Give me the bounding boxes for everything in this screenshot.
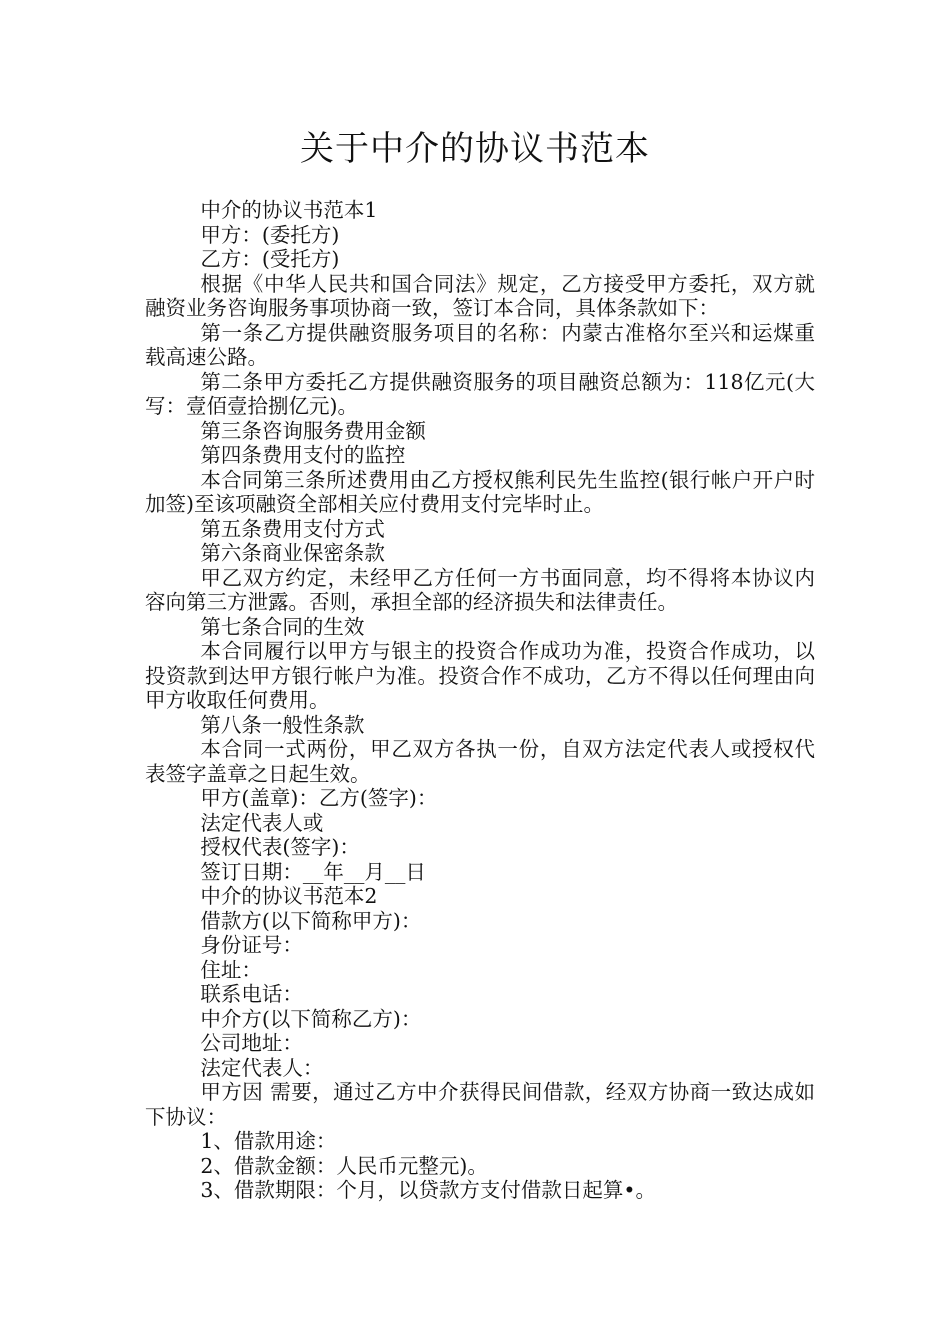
paragraph-borrower: 借款方(以下简称甲方)： (200, 908, 422, 933)
paragraph-preamble: 根据《中华人民共和国合同法》规定，乙方接受甲方委托，双方就融资业务咨询服务事项协商一致，签订本合同，具体条款如下： (145, 271, 815, 320)
paragraph-loan-term: 3、借款期限：个月，以贷款方支付借款日起算•。 (200, 1178, 656, 1202)
paragraph-article-6-body: 甲乙双方约定，未经甲乙方任何一方书面同意，均不得将本协议内容向第三方泄露。否则，承担全部的经济损失和法律责任。 (145, 565, 815, 614)
paragraph-phone: 联系电话： (200, 982, 303, 1006)
paragraph-article-6: 第六条商业保密条款 (200, 541, 385, 565)
document-title: 关于中介的协议书范本 (300, 129, 650, 169)
paragraph-article-4: 第四条费用支付的监控 (200, 443, 406, 467)
document-body (145, 198, 815, 1203)
paragraph-article-8-body: 本合同一式两份，甲乙双方各执一份，自双方法定代表人或授权代表签字盖章之日起生效。 (145, 737, 815, 786)
paragraph-id-number: 身份证号： (200, 933, 303, 957)
paragraph-signing-date: 签订日期：__年__月__日 (200, 859, 426, 884)
paragraph-article-2: 第二条甲方委托乙方提供融资服务的项目融资总额为：118亿元(大写：壹佰壹拾捌亿元)。 (145, 369, 815, 418)
paragraph-article-3: 第三条咨询服务费用金额 (200, 418, 426, 443)
paragraph-article-5: 第五条费用支付方式 (200, 516, 385, 541)
paragraph-party-b: 乙方：(受托方) (200, 247, 340, 271)
paragraph-article-7: 第七条合同的生效 (200, 614, 365, 639)
paragraph-loan-amount: 2、借款金额：人民币元整元)。 (200, 1153, 488, 1178)
paragraph-sample-1-heading: 中介的协议书范本1 (200, 198, 378, 222)
paragraph-article-1: 第一条乙方提供融资服务项目的名称：内蒙古准格尔至兴和运煤重载高速公路。 (145, 320, 815, 369)
paragraph-address: 住址： (200, 957, 262, 982)
paragraph-legal-rep: 法定代表人或 (200, 810, 324, 835)
paragraph-loan-purpose: 1、借款用途： (200, 1129, 337, 1153)
paragraph-agreement-intro: 甲方因 需要，通过乙方中介获得民间借款，经双方协商一致达成如下协议： (145, 1080, 815, 1129)
paragraph-party-a: 甲方：(委托方) (200, 222, 340, 247)
paragraph-article-7-body: 本合同履行以甲方与银主的投资合作成功为准，投资合作成功，以投资款到达甲方银行帐户为准。投资合作不成功，乙方不得以任何理由向甲方收取任何费用。 (145, 639, 815, 712)
paragraph-article-8: 第八条一般性条款 (200, 712, 365, 737)
paragraph-sample-2-heading: 中介的协议书范本2 (200, 884, 378, 908)
paragraph-legal-representative: 法定代表人： (200, 1055, 324, 1080)
paragraph-authorized-rep: 授权代表(签字)： (200, 835, 360, 859)
paragraph-article-4-body: 本合同第三条所述费用由乙方授权熊利民先生监控(银行帐户开户时加签)至该项融资全部相关应付费用支付完毕时止。 (145, 467, 815, 516)
paragraph-intermediary: 中介方(以下简称乙方)： (200, 1006, 422, 1031)
paragraph-company-address: 公司地址： (200, 1031, 303, 1055)
paragraph-seal-line: 甲方(盖章)：乙方(签字)： (200, 786, 438, 810)
